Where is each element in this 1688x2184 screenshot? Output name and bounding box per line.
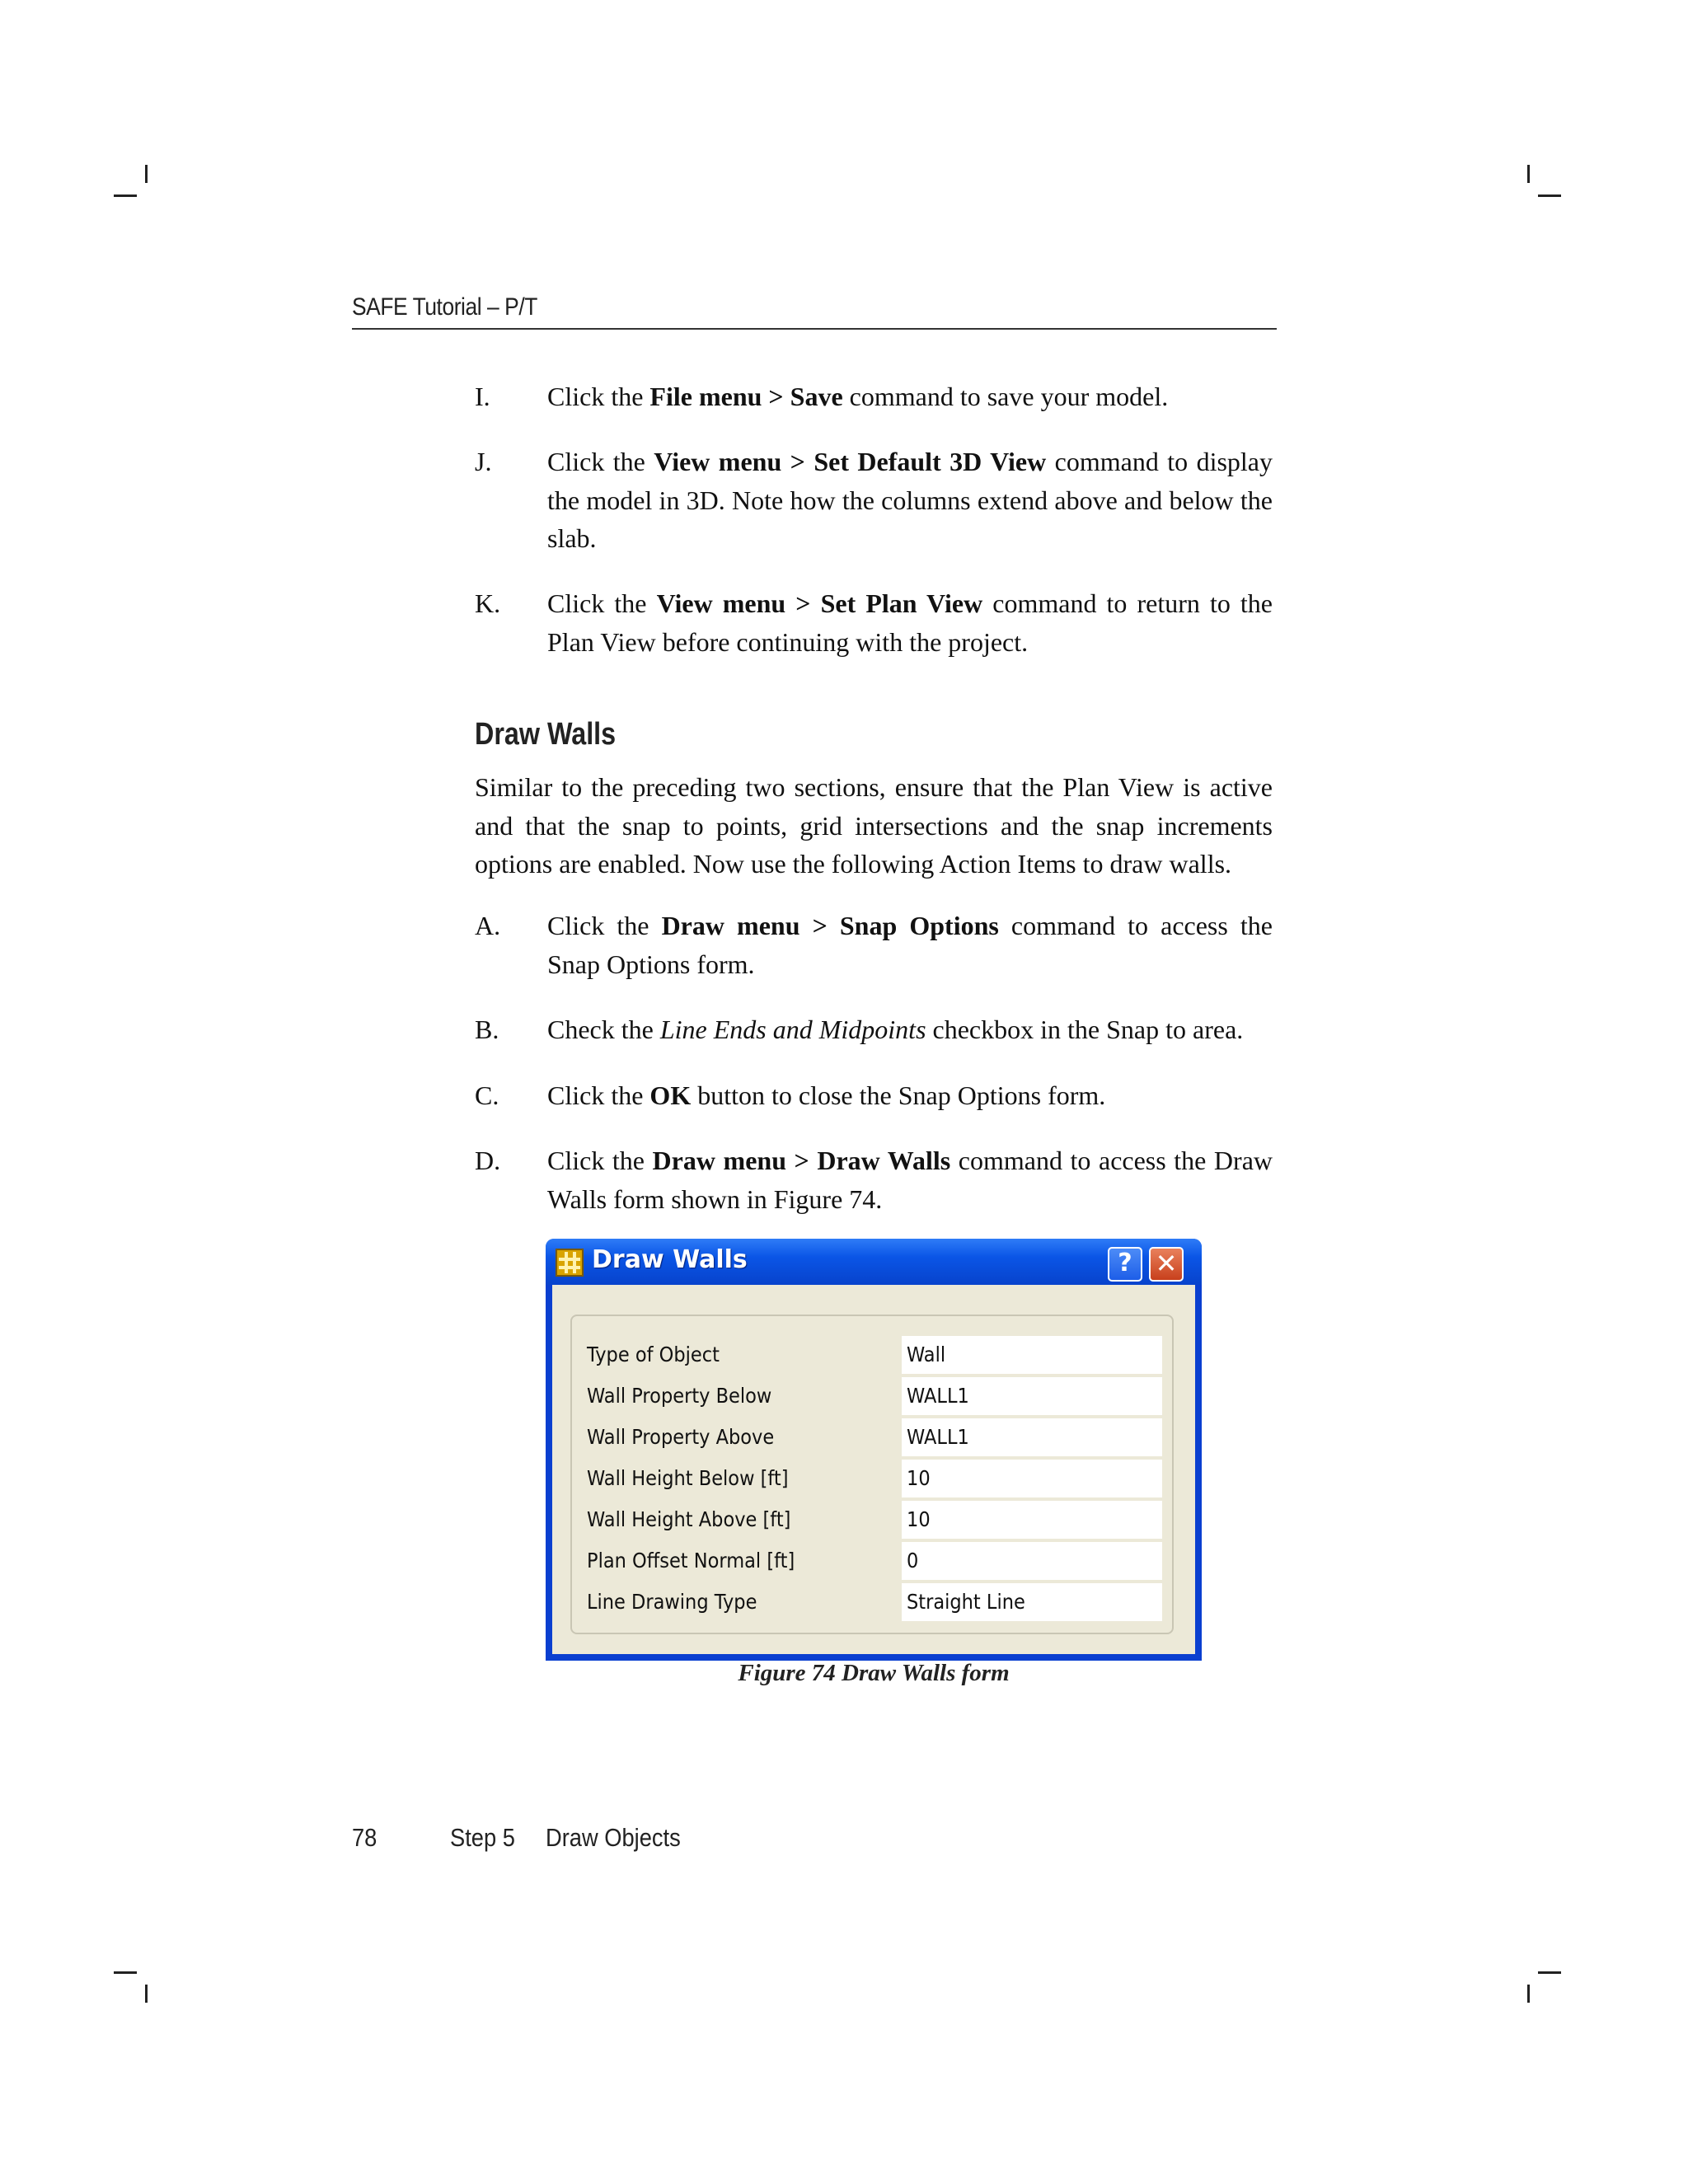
list-item	[475, 443, 1273, 558]
footer-chapter: Draw Objects	[546, 1823, 681, 1852]
item-text: Click the Draw menu > Snap Options command to access the Snap Options form.	[547, 911, 1273, 979]
intro-paragraph: Similar to the preceding two sections, ensure that the Plan View is active and that the snap to points, grid intersections and the snap increments options are enabled. Now use the following Action Items to draw walls.	[475, 772, 1273, 879]
item-text: Click the View menu > Set Plan View command to return to the Plan View before continuing with the project.	[547, 588, 1273, 657]
property-row	[587, 1499, 1164, 1540]
item-letter: J.	[475, 447, 492, 476]
crop-mark	[1538, 194, 1561, 197]
item-letter: D.	[475, 1146, 501, 1175]
property-label: Wall Height Above [ft]	[587, 1507, 791, 1531]
list-item	[475, 1010, 1273, 1049]
item-letter: K.	[475, 588, 501, 618]
property-label: Line Drawing Type	[587, 1590, 757, 1614]
app-grid-icon	[556, 1249, 584, 1277]
dialog-titlebar[interactable]	[546, 1239, 1202, 1285]
property-row	[587, 1582, 1164, 1623]
property-value-field[interactable]: Straight Line	[902, 1583, 1162, 1621]
list-item	[475, 1076, 1273, 1115]
dialog-body	[552, 1285, 1195, 1654]
running-header	[352, 293, 1277, 330]
crop-mark	[1527, 165, 1530, 183]
running-title: SAFE Tutorial – P/T	[352, 293, 537, 321]
property-label: Wall Property Below	[587, 1384, 772, 1408]
item-text: Click the Draw menu > Draw Walls command to access the Draw Walls form shown in Figure 74.	[547, 1146, 1273, 1214]
property-row	[587, 1417, 1164, 1458]
property-value-field[interactable]: 10	[902, 1501, 1162, 1539]
draw-walls-dialog	[546, 1239, 1202, 1661]
properties-group	[570, 1315, 1174, 1634]
item-text: Click the File menu > Save command to save your model.	[547, 382, 1169, 411]
properties-grid	[587, 1334, 1164, 1623]
dialog-title: Draw Walls	[592, 1245, 748, 1274]
list-item	[475, 377, 1273, 416]
crop-mark	[145, 165, 148, 183]
property-value-field[interactable]: Wall	[902, 1336, 1162, 1374]
list-item	[475, 907, 1273, 983]
property-value-field[interactable]: WALL1	[902, 1418, 1162, 1456]
list-item	[475, 1141, 1273, 1218]
crop-mark	[114, 1971, 137, 1974]
item-letter: B.	[475, 1015, 499, 1044]
item-letter: A.	[475, 911, 501, 940]
item-text: Check the Line Ends and Midpoints checkbox in the Snap to area.	[547, 1015, 1244, 1044]
property-label: Wall Height Below [ft]	[587, 1466, 789, 1490]
property-row	[587, 1376, 1164, 1417]
section-heading: Draw Walls	[475, 717, 617, 752]
property-label: Wall Property Above	[587, 1425, 775, 1449]
property-row	[587, 1458, 1164, 1499]
property-value-field[interactable]: 0	[902, 1542, 1162, 1580]
property-row	[587, 1334, 1164, 1376]
crop-mark	[1538, 1971, 1561, 1974]
footer-step: Step 5	[450, 1823, 515, 1852]
help-button[interactable]: ?	[1108, 1247, 1142, 1282]
crop-mark	[114, 194, 137, 197]
figure-caption: Figure 74 Draw Walls form	[738, 1660, 1010, 1686]
property-label: Type of Object	[587, 1343, 720, 1366]
list-item	[475, 584, 1273, 661]
crop-mark	[145, 1985, 148, 2003]
item-letter: C.	[475, 1080, 499, 1110]
property-value-field[interactable]: 10	[902, 1460, 1162, 1497]
close-button[interactable]: ✕	[1149, 1247, 1184, 1282]
item-text: Click the View menu > Set Default 3D View command to display the model in 3D. Note how the columns extend above and below the slab.	[547, 447, 1273, 553]
property-row	[587, 1540, 1164, 1582]
property-label: Plan Offset Normal [ft]	[587, 1549, 795, 1572]
crop-mark	[1527, 1985, 1530, 2003]
item-letter: I.	[475, 382, 490, 411]
item-text: Click the OK button to close the Snap Options form.	[547, 1080, 1106, 1110]
page-number: 78	[352, 1823, 377, 1852]
property-value-field[interactable]: WALL1	[902, 1377, 1162, 1415]
